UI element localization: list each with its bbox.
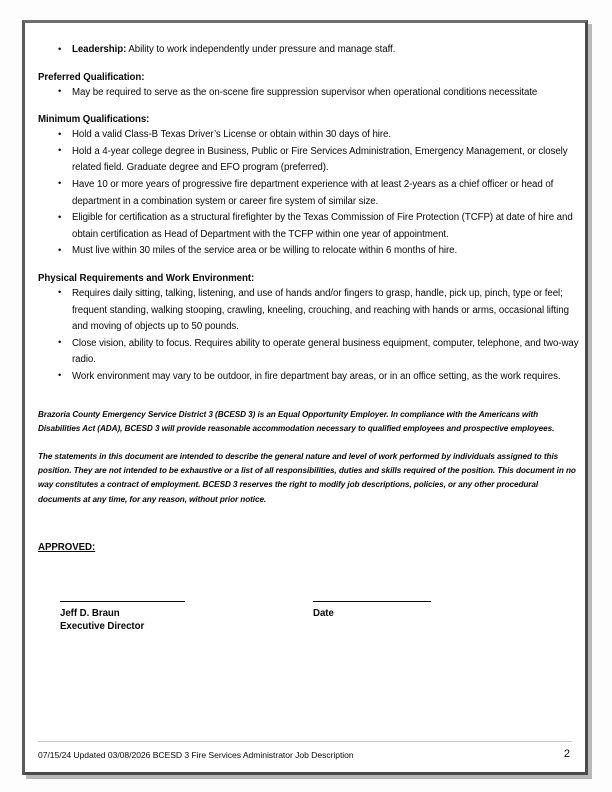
list-item: • Close vision, ability to focus. Requires ability to operate general business equipment, computer, telephone, and two-way radio. [38, 336, 580, 369]
page-inner [25, 23, 585, 772]
list-item [38, 42, 580, 59]
signer-name: Jeff D. Braun [60, 607, 120, 619]
spacer [38, 386, 580, 408]
signature-labels-row [38, 607, 580, 635]
list-item: • Hold a 4-year college degree in Business, Public or Fire Services Administration, Emergency Management, or closely related field. Graduate degree and EFO program (preferred). [38, 144, 580, 177]
document-page [22, 20, 588, 775]
list-item: • Hold a valid Class-B Texas Driver’s License or obtain within 30 days of hire. [38, 127, 580, 144]
physical-bullet-list [38, 286, 580, 386]
list-item: • May be required to serve as the on-scene fire suppression supervisor when operational conditions necessitate [38, 85, 580, 102]
list-item: • Requires daily sitting, talking, listening, and use of hands and/or fingers to grasp, handle, pick up, pinch, type or feel; frequent standing, walking stooping, crawling, kneeling, crouching, and reaching with hands or arms, occasional lifting and moving of objects up to 50 pounds. [38, 286, 580, 336]
signer-title: Executive Director [60, 621, 145, 633]
section-heading-minimum: Minimum Qualifications: [38, 114, 150, 126]
date-label: Date [313, 607, 334, 619]
approved-heading: APPROVED: [38, 541, 96, 553]
list-item: • Work environment may vary to be outdoor, in fire department bay areas, or in an office setting, as the work requires. [38, 369, 580, 386]
list-item: • Have 10 or more years of progressive fire department experience with at least 2-years as a chief officer or head of department in a combination system or career fire system of similar size. [38, 177, 580, 210]
eeo-disclaimer: Brazoria County Emergency Service District 3 (BCESD 3) is an Equal Opportunity Employer. In compliance with the Americans with Disabilities Act (ADA), BCESD 3 will provide reasonable accommodation necessary to qualified employees and prospective employees. [38, 409, 555, 433]
section-heading-physical: Physical Requirements and Work Environment: [38, 272, 255, 284]
signature-line-signer [60, 601, 185, 602]
footer-divider [38, 741, 572, 742]
spacer [38, 507, 580, 537]
document-body [38, 42, 580, 635]
minimum-bullet-list [38, 127, 580, 260]
general-disclaimer: The statements in this document are intended to describe the general nature and level of work performed by individuals assigned to this position. They are not intended to be exhaustive or a list of all responsibilities, duties and skills required of the position. This document in no way constitutes a contract of employment. BCESD 3 reserves the right to modify job descriptions, policies, or any other procedural documents at any time, for any reason, without prior notice. [38, 451, 576, 504]
preferred-bullet-list [38, 85, 580, 102]
spacer [38, 436, 580, 450]
spacer [38, 260, 580, 272]
page-footer [38, 741, 572, 760]
list-item: • Must live within 30 miles of the service area or be willing to relocate within 6 months of hire. [38, 243, 580, 260]
footer-row [38, 748, 572, 760]
approved-heading-row [38, 537, 580, 555]
page-number: 2 [563, 748, 570, 760]
footer-document-label: 07/15/24 Updated 03/08/2026 BCESD 3 Fire Services Administrator Job Description [38, 750, 354, 760]
leadership-text: Ability to work independently under pressure and manage staff. [126, 44, 396, 55]
signature-line-date [313, 601, 431, 602]
section-heading-preferred: Preferred Qualification: [38, 71, 145, 83]
list-item: • Eligible for certification as a structural firefighter by the Texas Commission of Fire Protection (TCFP) at date of hire and obtain certification as Head of Department with the TCFP within one year of appointment. [38, 210, 580, 243]
spacer [38, 101, 580, 113]
spacer [38, 59, 580, 71]
signature-lines-row [38, 591, 580, 607]
leadership-bullet-list [38, 42, 580, 59]
spacer [38, 555, 580, 591]
leadership-label: Leadership: [72, 44, 127, 55]
